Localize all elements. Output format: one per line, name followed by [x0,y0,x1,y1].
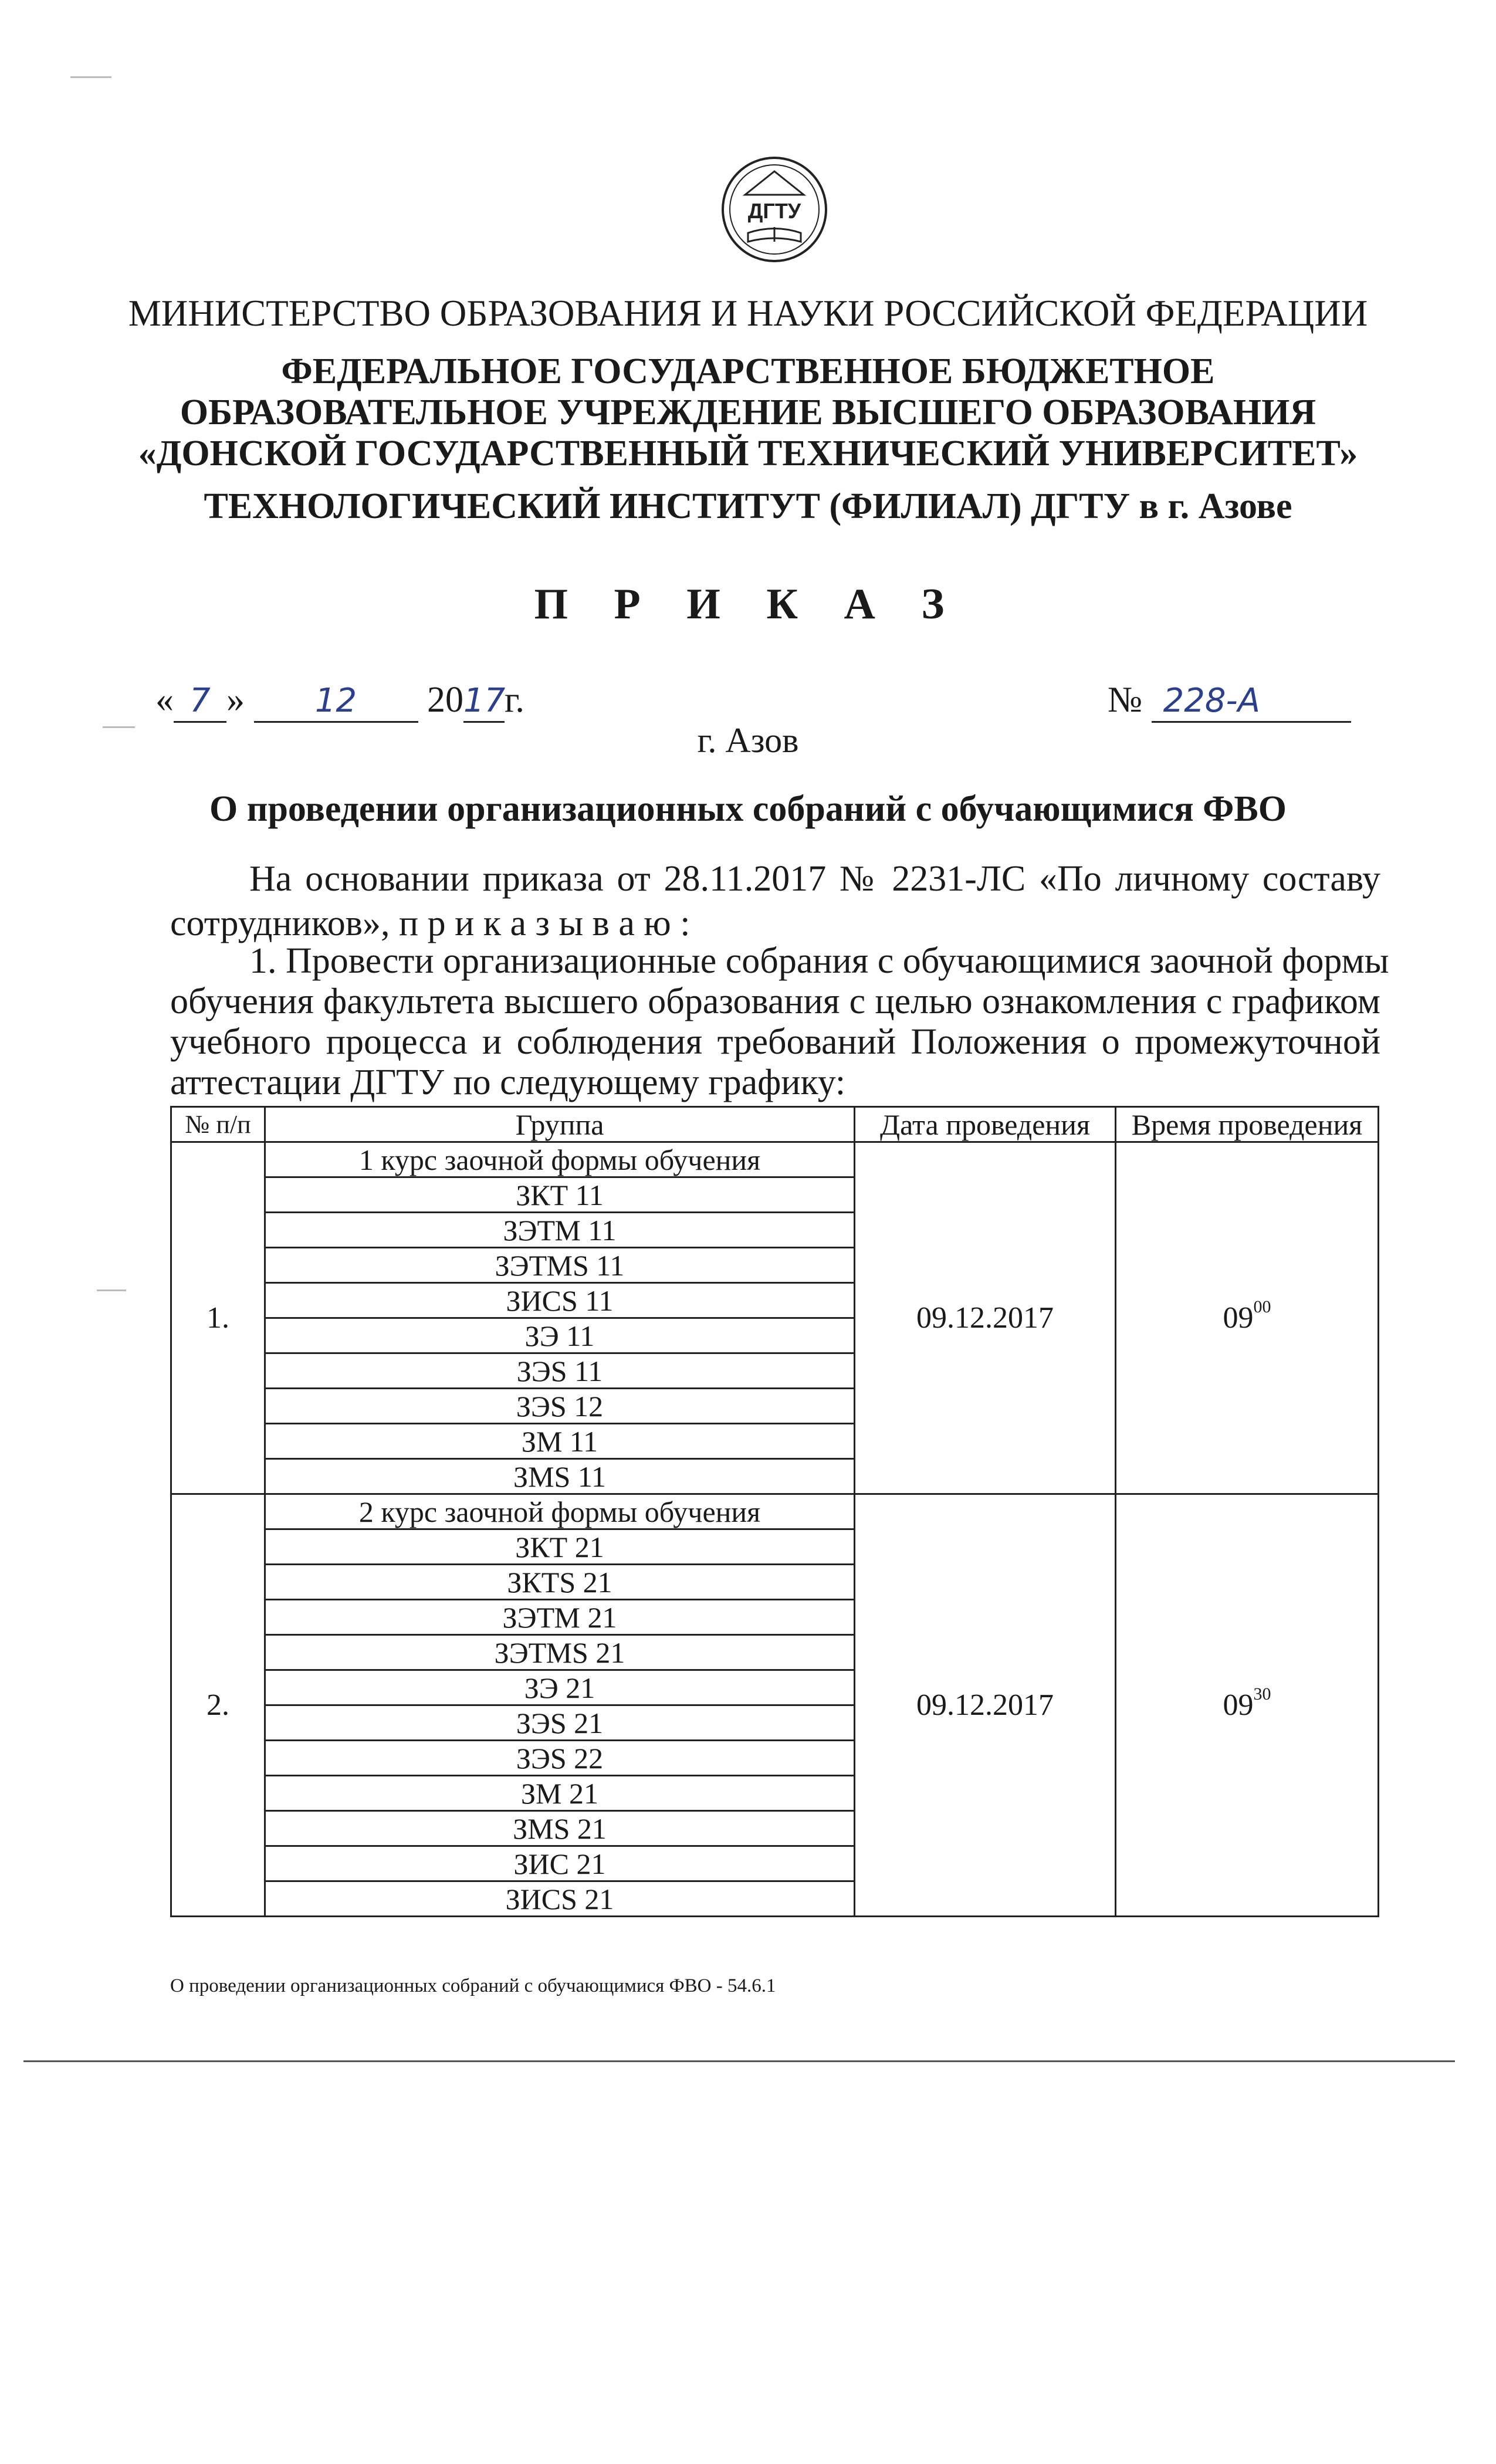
time-hours: 09 [1223,1301,1254,1335]
date-year-end: г. [505,680,524,720]
group-cell: ЗИС 21 [265,1846,855,1881]
schedule-table [170,1106,1379,1917]
group-cell: ЗЭТМS 21 [265,1635,855,1670]
org-name-line-2: ОБРАЗОВАТЕЛЬНОЕ УЧРЕЖДЕНИЕ ВЫСШЕГО ОБРАЗОВАНИЯ [180,392,1316,432]
scan-divider-line [23,2060,1455,2062]
ministry-line: МИНИСТЕРСТВО ОБРАЗОВАНИЯ И НАУКИ РОССИЙСКОЙ ФЕДЕРАЦИИ [128,293,1368,334]
document-title: П Р И К А З [534,580,962,628]
course-heading-cell: 2 курс заочной формы обучения [265,1494,855,1529]
group-cell: ЗЭ 11 [265,1318,855,1353]
scan-mark [70,76,111,78]
city: г. Азов [697,721,799,760]
table-header-row [171,1107,1379,1142]
group-cell: ЗЭS 22 [265,1741,855,1776]
paragraph-basis-line-2: сотрудников», п р и к а з ы в а ю : [170,903,691,943]
header-cell-group: Группа [265,1107,855,1142]
schedule-table-body [171,1107,1379,1917]
logo-text: ДГТУ [747,199,801,223]
group-cell: ЗКТ 11 [265,1177,855,1213]
date-year-suffix: 17 [463,682,506,720]
header-cell-number: № п/п [171,1107,265,1142]
group-cell: ЗЭТМ 21 [265,1600,855,1635]
scan-mark [97,1289,126,1291]
paragraph-basis-line-1: На основании приказа от 28.11.2017 № 2231-ЛС «По личному составу [249,859,1380,899]
row-number-cell: 1. [171,1142,265,1494]
item1-line-2: обучения факультета высшего образования с целью ознакомления с графиком [170,981,1380,1021]
org-name-line-3: «ДОНСКОЙ ГОСУДАРСТВЕННЫЙ ТЕХНИЧЕСКИЙ УНИВЕРСИТЕТ» [138,434,1358,473]
university-logo [719,154,830,265]
org-name-line-1: ФЕДЕРАЛЬНОЕ ГОСУДАРСТВЕННОЕ БЮДЖЕТНОЕ [281,351,1215,391]
group-cell: ЗMS 21 [265,1811,855,1846]
table-row [171,1142,1379,1177]
date-month: 12 [314,682,357,720]
group-cell: ЗМ 21 [265,1776,855,1811]
order-number-line [1108,679,1351,723]
group-cell: ЗЭТМ 11 [265,1213,855,1248]
date-year-prefix: 20 [427,680,463,720]
time-minutes: 00 [1253,1297,1271,1316]
footer-doc-ref: О проведении организационных собраний с обучающимися ФВО - 54.6.1 [170,1975,776,1996]
order-subject: О проведении организационных собраний с обучающимися ФВО [209,789,1287,829]
time-minutes: 30 [1253,1684,1271,1704]
order-number: 228-А [1163,682,1261,720]
table-row [171,1494,1379,1529]
date-day: 7 [189,682,211,720]
item1-line-1: 1. Провести организационные собрания с обучающимися заочной формы [249,941,1389,981]
date-cell: 09.12.2017 [855,1142,1116,1494]
group-cell: ЗЭS 12 [265,1389,855,1424]
course-heading-cell: 1 курс заочной формы обучения [265,1142,855,1177]
group-cell: ЗЭТМS 11 [265,1248,855,1283]
group-cell: ЗMS 11 [265,1459,855,1494]
date-cell: 09.12.2017 [855,1494,1116,1917]
group-cell: ЗЭS 11 [265,1353,855,1389]
group-cell: ЗКТS 21 [265,1565,855,1600]
time-hours: 09 [1223,1688,1254,1722]
header-cell-time: Время проведения [1116,1107,1379,1142]
time-cell [1116,1494,1379,1917]
group-cell: ЗИСS 11 [265,1283,855,1318]
date-open-quote: « [155,680,174,720]
header-cell-date: Дата проведения [855,1107,1116,1142]
group-cell: ЗМ 11 [265,1424,855,1459]
group-cell: ЗКТ 21 [265,1529,855,1565]
group-cell: ЗИСS 21 [265,1881,855,1917]
item1-line-4: аттестации ДГТУ по следующему графику: [170,1062,846,1102]
order-number-label: № [1108,680,1143,720]
institute-name: ТЕХНОЛОГИЧЕСКИЙ ИНСТИТУТ (ФИЛИАЛ) ДГТУ в г. Азове [204,486,1292,526]
scan-mark [103,726,135,728]
time-cell [1116,1142,1379,1494]
date-line [155,679,524,723]
group-cell: ЗЭS 21 [265,1705,855,1741]
item1-line-3: учебного процесса и соблюдения требований Положения о промежуточной [170,1022,1380,1062]
row-number-cell: 2. [171,1494,265,1917]
date-close-quote: » [226,680,245,720]
group-cell: ЗЭ 21 [265,1670,855,1705]
